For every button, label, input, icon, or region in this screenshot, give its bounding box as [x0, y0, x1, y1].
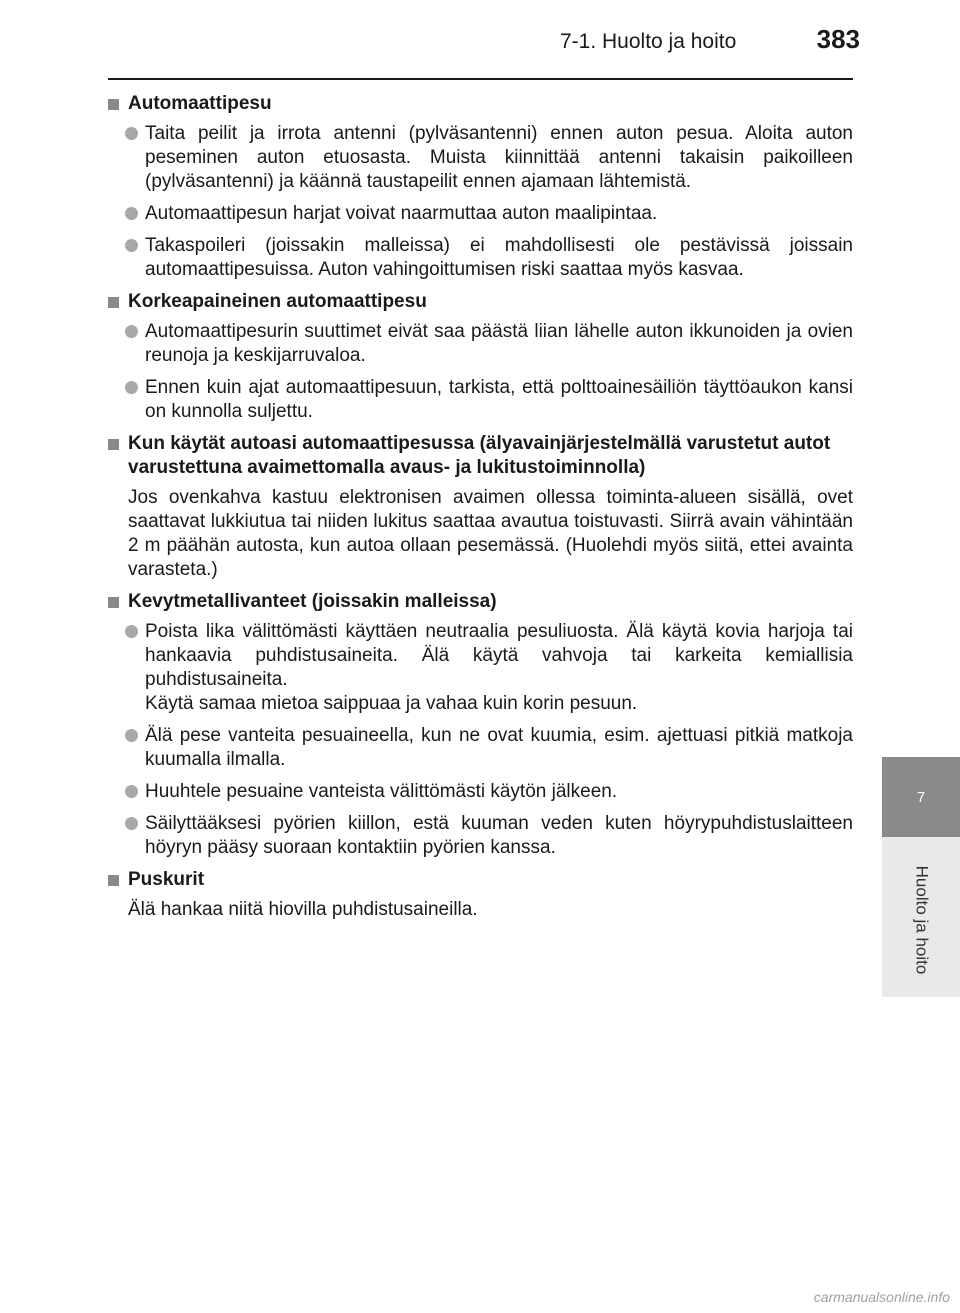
list-item: Automaattipesun harjat voivat naarmuttaa auton maalipintaa. — [125, 202, 853, 226]
round-bullet-icon — [125, 207, 138, 220]
round-bullet-icon — [125, 381, 138, 394]
section-heading: Korkeapaineinen automaattipesu — [108, 290, 853, 314]
list-item: Älä pese vanteita pesuaineella, kun ne ovat kuumia, esim. ajettuasi pitkiä matkoja kuumalla ilmalla. — [125, 724, 853, 772]
item-extra-line: Käytä samaa mietoa saippuaa ja vahaa kuin korin pesuun. — [145, 693, 638, 714]
section-heading: Puskurit — [108, 868, 853, 892]
section-korkeapaineinen — [108, 290, 853, 424]
section-alyavain — [108, 432, 853, 582]
round-bullet-icon — [125, 325, 138, 338]
square-bullet-icon — [108, 297, 119, 308]
watermark: carmanualsonline.info — [813, 1289, 950, 1305]
square-bullet-icon — [108, 439, 119, 450]
round-bullet-icon — [125, 817, 138, 830]
page-number: 383 — [816, 24, 860, 54]
list-item: Säilyttääksesi pyörien kiillon, estä kuuman veden kuten höyrypuhdistuslaitteen höyryn pääsy suoraan kontaktiin pyörien kanssa. — [125, 812, 853, 860]
list-item: Huuhtele pesuaine vanteista välittömästi käytön jälkeen. — [125, 780, 853, 804]
list-item: Ennen kuin ajat automaattipesuun, tarkista, että polttoainesäiliön täyttöaukon kansi on kunnolla suljettu. — [125, 376, 853, 424]
section-paragraph: Älä hankaa niitä hiovilla puhdistusaineilla. — [128, 899, 478, 920]
section-heading: Automaattipesu — [108, 92, 853, 116]
section-kevytmetallivanteet — [108, 590, 853, 860]
section-automaattipesu — [108, 92, 853, 282]
section-heading: Kun käytät autoasi automaattipesussa (älyavainjärjestelmällä varustetut autot varustettuna avaimettomalla avaus- ja lukitustoiminnolla) — [108, 432, 853, 480]
round-bullet-icon — [125, 785, 138, 798]
list-item: Automaattipesurin suuttimet eivät saa päästä liian lähelle auton ikkunoiden ja ovien reunoja ja keskijarruvaloa. — [125, 320, 853, 368]
square-bullet-icon — [108, 99, 119, 110]
square-bullet-icon — [108, 597, 119, 608]
section-puskurit — [108, 868, 853, 922]
chapter-title: Huolto ja hoito — [912, 865, 931, 975]
section-heading: Kevytmetallivanteet (joissakin malleissa) — [108, 590, 853, 614]
round-bullet-icon — [125, 625, 138, 638]
chapter-number: 7 — [916, 788, 926, 806]
page-content — [108, 92, 853, 930]
header-divider — [108, 78, 853, 80]
section-reference: 7-1. Huolto ja hoito — [560, 30, 737, 53]
chapter-tab — [882, 757, 960, 837]
list-item: Poista lika välittömästi käyttäen neutraalia pesuliuosta. Älä käytä kovia harjoja tai hankaavia puhdistusaineita. Älä käytä vahvoja tai karkeita kemiallisia puhdistusaineita. Käytä samaa mietoa saippuaa ja vahaa kuin korin pesuun. — [125, 620, 853, 716]
running-head — [560, 22, 860, 62]
section-paragraph: Jos ovenkahva kastuu elektronisen avaimen ollessa toiminta-alueen sisällä, ovet saattavat lukkiutua tai niiden lukitus saattaa avautua toistuvasti. Siirrä avain vähintään 2 m päähän autosta, kun autoa ollaan pesemässä. (Huolehdi myös siitä, ettei avainta varasteta.) — [128, 487, 853, 580]
round-bullet-icon — [125, 127, 138, 140]
square-bullet-icon — [108, 875, 119, 886]
chapter-title-label — [882, 845, 960, 995]
list-item: Takaspoileri (joissakin malleissa) ei mahdollisesti ole pestävissä joissain automaattipesuissa. Auton vahingoittumisen riski saattaa myös kasvaa. — [125, 234, 853, 282]
round-bullet-icon — [125, 729, 138, 742]
list-item: Taita peilit ja irrota antenni (pylväsantenni) ennen auton pesua. Aloita auton peseminen auton etuosasta. Muista kiinnittää antenni takaisin paikoilleen (pylväsantenni) ja käännä taustapeilit ennen ajamaan lähtemistä. — [125, 122, 853, 194]
round-bullet-icon — [125, 239, 138, 252]
